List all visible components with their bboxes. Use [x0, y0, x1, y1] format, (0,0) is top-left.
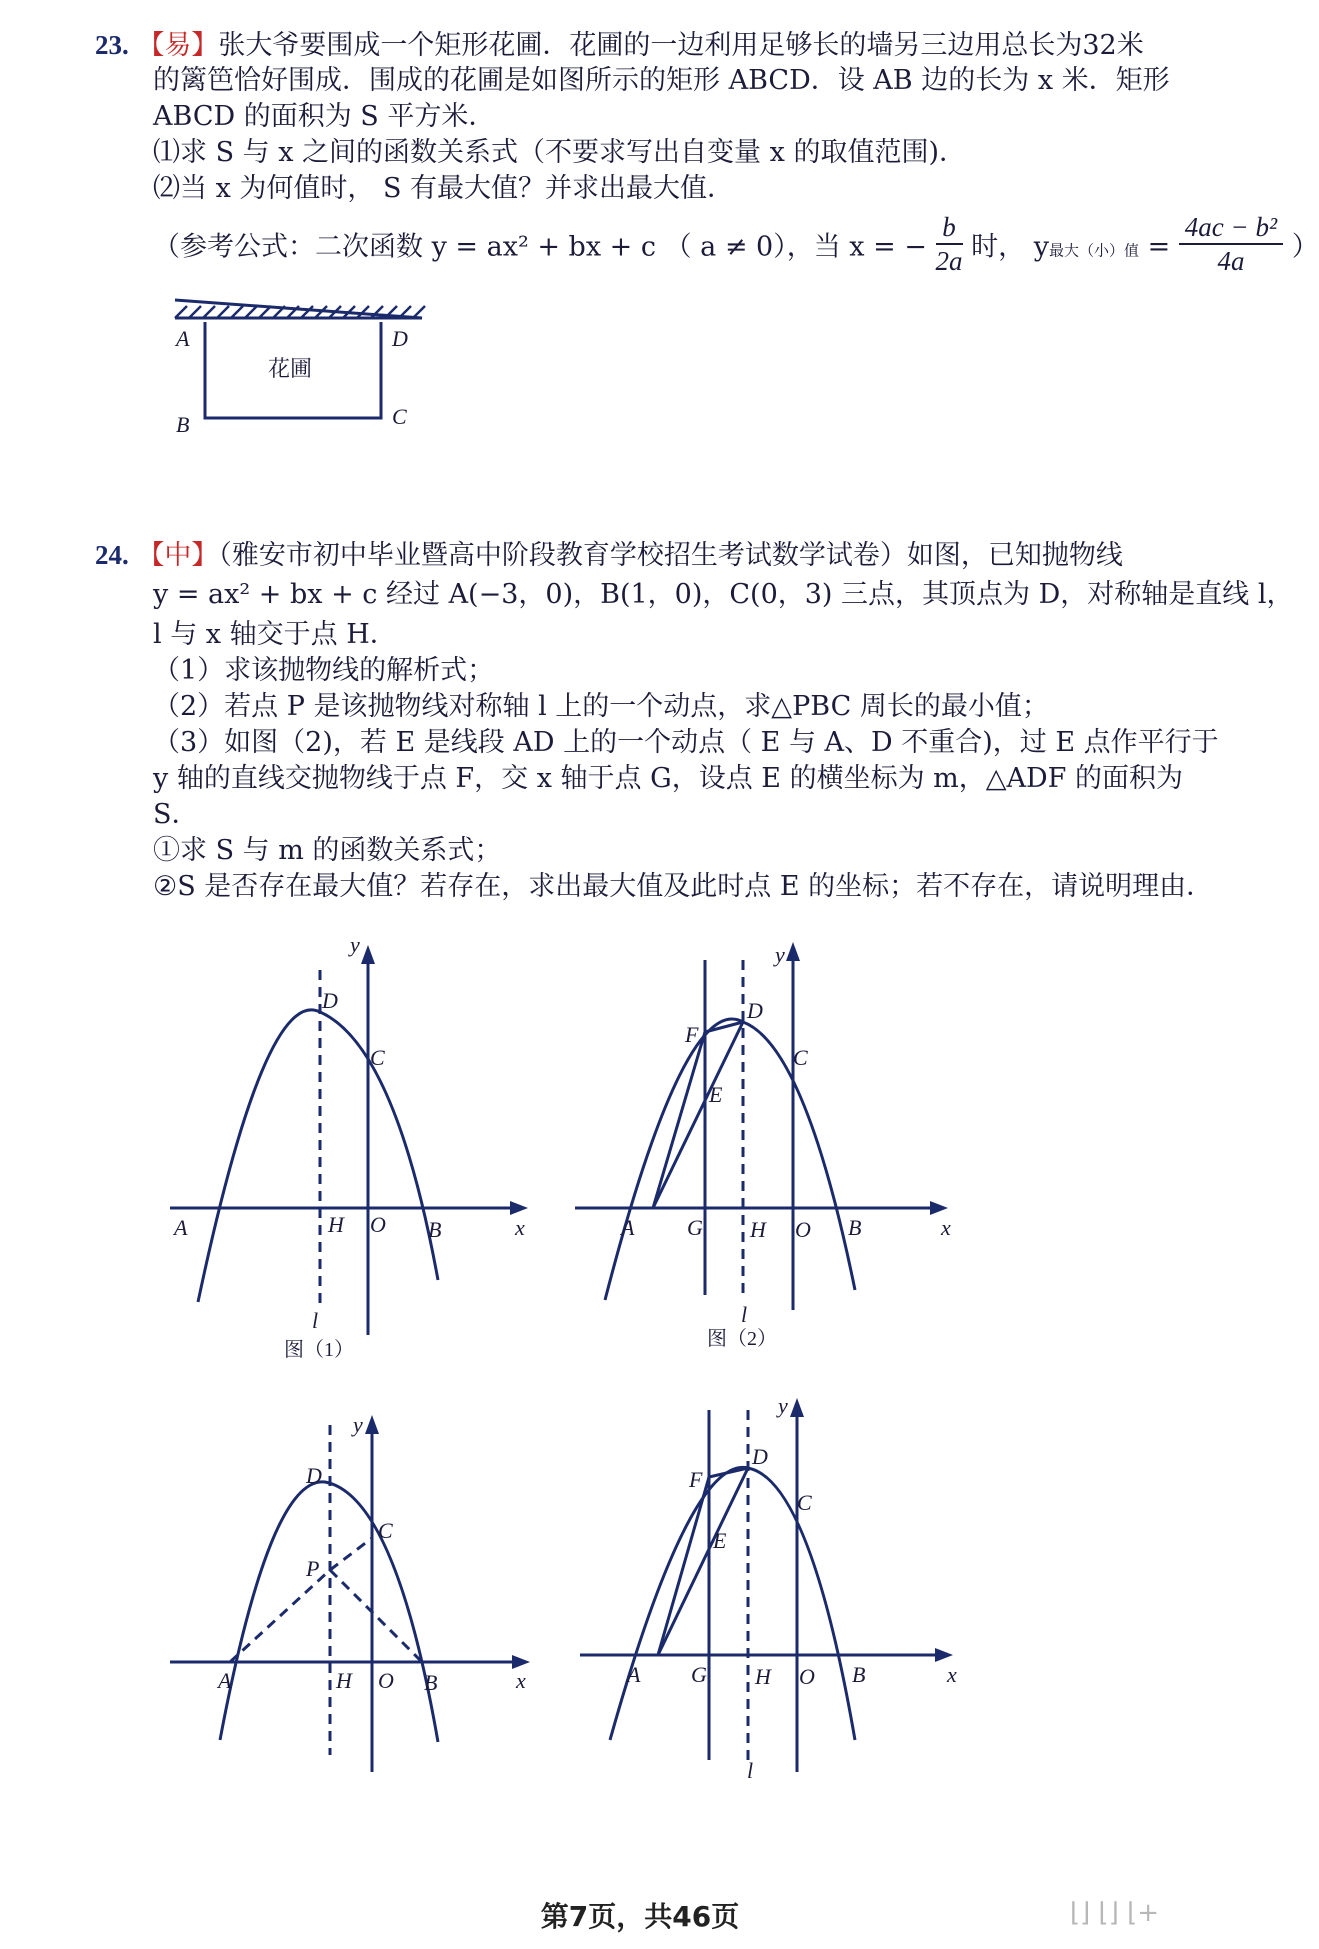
label-y: y — [353, 1412, 363, 1437]
formula-suffix: ） — [1291, 231, 1319, 263]
label-A: A — [621, 1215, 635, 1240]
label-A: A — [218, 1668, 232, 1693]
label-G: G — [691, 1662, 707, 1687]
label-D: D — [322, 988, 338, 1013]
parabola — [610, 1467, 855, 1740]
x-axis-arrow — [935, 1648, 953, 1662]
formula-subscript: 最大（小）值 — [1048, 241, 1139, 260]
x-axis-arrow — [512, 1655, 530, 1669]
label-l: l — [312, 1308, 319, 1333]
graph-figure-4 — [565, 1380, 965, 1790]
fraction-numerator: 4ac − b² — [1179, 211, 1283, 245]
graph-figure-1 — [160, 930, 540, 1370]
label-H: H — [750, 1217, 766, 1242]
question-1: （1）求该抛物线的解析式； — [153, 655, 495, 686]
problem-text: （雅安市初中毕业暨高中阶段教育学校招生考试数学试卷）如图，已知抛物线 — [218, 540, 1123, 571]
figure-caption-1: 图（1） — [284, 1339, 354, 1361]
label-B: B — [848, 1215, 862, 1240]
garden-label: 花圃 — [268, 356, 313, 381]
label-C: C — [797, 1490, 812, 1515]
label-B: B — [176, 412, 190, 437]
label-y: y — [778, 1393, 788, 1418]
label-B: B — [852, 1662, 866, 1687]
x-axis-arrow — [510, 1201, 528, 1215]
problem-number: 24. — [95, 540, 129, 570]
y-axis-arrow — [786, 942, 800, 961]
y-axis-arrow — [365, 1415, 379, 1434]
label-l: l — [747, 1758, 754, 1783]
label-D: D — [392, 326, 408, 351]
fraction-numerator: b — [936, 211, 963, 245]
formula-mid: 时， y — [971, 231, 1049, 263]
question-1: ⑴求 S 与 x 之间的函数关系式（不要求写出自变量 x 的取值范围)． — [153, 137, 966, 168]
question-3-part-a: （3）如图（2)，若 E 是线段 AD 上的一个动点（ E 与 A、D 不重合)，过 E 点作平行于 — [153, 727, 1219, 758]
garden-diagram — [160, 300, 440, 440]
problem-23-line-1 — [95, 27, 1144, 64]
label-O: O — [799, 1664, 815, 1689]
graph-figure-2 — [565, 930, 965, 1360]
reference-formula — [153, 212, 1319, 281]
problem-23-line-3: ABCD 的面积为 S 平方米． — [153, 101, 496, 132]
graph-figure-3 — [160, 1380, 540, 1790]
label-B: B — [424, 1670, 438, 1695]
problem-23-line-2: 的篱笆恰好围成．围成的花圃是如图所示的矩形 ABCD．设 AB 边的长为 x 米．矩形 — [153, 65, 1170, 96]
difficulty-badge: 【易】 — [137, 30, 219, 61]
problem-text: 张大爷要围成一个矩形花圃．花圃的一边利用足够长的墙另三边用总长为32米 — [218, 30, 1144, 61]
parabola — [198, 1010, 438, 1302]
parabola — [605, 1019, 855, 1300]
label-y: y — [775, 942, 785, 967]
label-A: A — [176, 326, 190, 351]
fraction-vertex-value — [1179, 211, 1283, 277]
label-x: x — [947, 1662, 957, 1687]
y-axis-arrow — [361, 945, 375, 964]
x-axis-arrow — [930, 1201, 948, 1215]
label-F: F — [689, 1467, 703, 1492]
label-D: D — [747, 998, 763, 1023]
label-D: D — [306, 1463, 322, 1488]
label-x: x — [515, 1215, 525, 1240]
label-O: O — [378, 1668, 394, 1693]
segment-AP — [230, 1570, 330, 1662]
sub-question-2: ②S 是否存在最大值？若存在，求出最大值及此时点 E 的坐标；若不存在，请说明理由． — [153, 871, 1214, 902]
label-P: P — [306, 1556, 320, 1581]
problem-24-line-2: y = ax² + bx + c 经过 A(−3，0)，B(1，0)，C(0，3) 三点，其顶点为 D，对称轴是直线 l， — [153, 579, 1294, 610]
fraction-b-over-2a — [936, 211, 963, 277]
label-C: C — [392, 404, 407, 429]
sub-question-1: ①求 S 与 m 的函数关系式； — [153, 835, 502, 866]
label-C: C — [378, 1518, 393, 1543]
corner-mark-icon: ⌊⌋ ⌊⌋ ⌊+ — [1070, 1898, 1160, 1928]
label-E: E — [713, 1528, 727, 1553]
page-indicator: 第7页，共46页 — [540, 1900, 740, 1933]
label-C: C — [370, 1045, 385, 1070]
label-E: E — [709, 1082, 723, 1107]
label-l: l — [741, 1302, 748, 1327]
label-F: F — [685, 1022, 699, 1047]
label-H: H — [755, 1664, 771, 1689]
y-axis-arrow — [790, 1398, 804, 1417]
question-2: ⑵当 x 为何值时， S 有最大值？并求出最大值． — [153, 173, 735, 204]
segment-PC — [330, 1538, 372, 1570]
problem-number: 23. — [95, 30, 129, 60]
problem-24-line-3: l 与 x 轴交于点 H． — [153, 619, 397, 650]
fraction-denominator: 4a — [1217, 246, 1245, 276]
figure-caption-2: 图（2） — [707, 1328, 777, 1350]
segment-PB — [330, 1570, 422, 1662]
formula-equals: = — [1147, 231, 1171, 263]
label-x: x — [516, 1668, 526, 1693]
label-x: x — [941, 1215, 951, 1240]
label-C: C — [793, 1045, 808, 1070]
question-3-part-c: S． — [153, 799, 199, 830]
problem-24-line-1 — [95, 537, 1123, 574]
fraction-denominator: 2a — [935, 246, 963, 276]
question-2: （2）若点 P 是该抛物线对称轴 l 上的一个动点，求△PBC 周长的最小值； — [153, 691, 1049, 722]
question-3-part-b: y 轴的直线交抛物线于点 F，交 x 轴于点 G，设点 E 的横坐标为 m，△ADF 的面积为 — [153, 763, 1183, 794]
formula-prefix: （参考公式：二次函数 y = ax² + bx + c （ a ≠ 0），当 x = − — [153, 231, 927, 263]
label-G: G — [687, 1215, 703, 1240]
label-H: H — [336, 1668, 352, 1693]
segment-AD — [653, 1022, 743, 1208]
label-A: A — [174, 1215, 188, 1240]
label-B: B — [428, 1217, 442, 1242]
label-D: D — [752, 1444, 768, 1469]
difficulty-badge: 【中】 — [137, 540, 219, 571]
label-O: O — [370, 1212, 386, 1237]
label-O: O — [795, 1217, 811, 1242]
label-H: H — [328, 1212, 344, 1237]
label-y: y — [350, 932, 360, 957]
label-A: A — [627, 1662, 641, 1687]
